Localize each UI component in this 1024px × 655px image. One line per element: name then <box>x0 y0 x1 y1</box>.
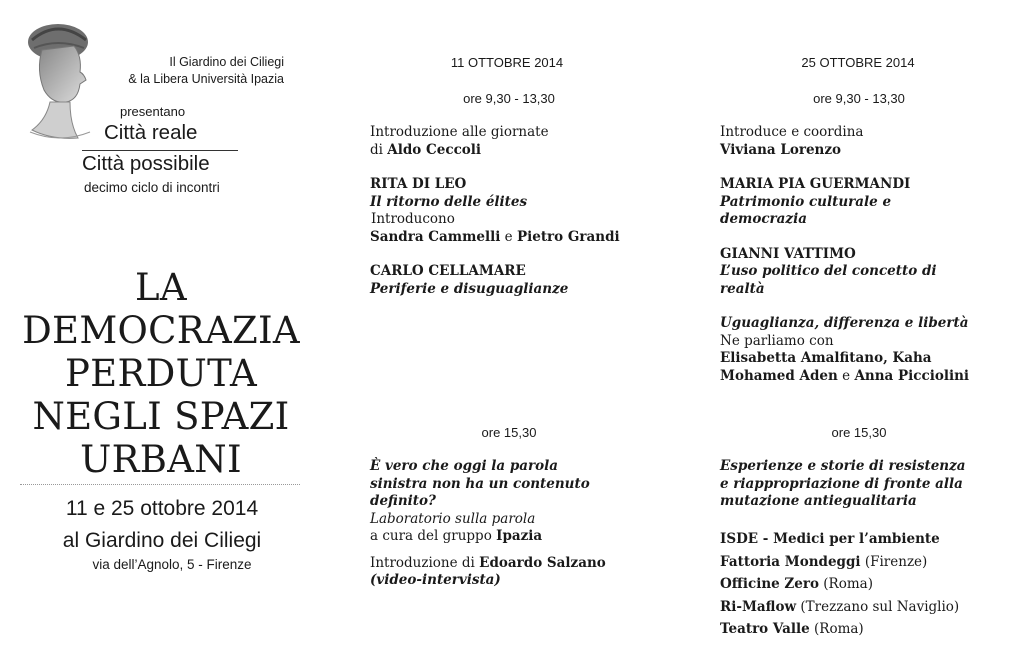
big-title-line-2: DEMOCRAZIA <box>22 309 300 352</box>
day1-morning-time: ore 9,30 - 13,30 <box>463 91 555 106</box>
day2-morning-time: ore 9,30 - 13,30 <box>813 91 905 106</box>
series-subtitle: decimo ciclo di incontri <box>84 180 220 195</box>
organizer-line-2: & la Libera Università Ipazia <box>128 72 284 86</box>
day1-lab-intro-prefix: Introduzione di <box>370 554 475 571</box>
day1-afternoon-question-3: definito? <box>370 493 436 509</box>
day2-panel-names-1: Elisabetta Amalfitano, Kaha <box>720 350 932 366</box>
day2-talk2-title-2: realtà <box>720 280 765 297</box>
day2-talk2-speaker: GIANNI VATTIMO <box>720 245 856 262</box>
day2-intro-label: Introduce e coordina <box>720 124 864 140</box>
day1-talk2-title: Periferie e disuguaglianze <box>370 280 569 297</box>
day1-talk1-speaker: RITA DI LEO <box>370 176 467 192</box>
group-item <box>720 596 1010 619</box>
day2-intro-name: Viviana Lorenzo <box>720 141 842 158</box>
day2-talk2-title-1: L’uso politico del concetto di <box>720 263 937 279</box>
group-place: (Firenze) <box>864 553 928 570</box>
big-title-line-1: LA <box>135 266 187 309</box>
title-divider <box>82 150 238 151</box>
day2-panel-names-2b: Anna Picciolini <box>854 367 970 384</box>
presentano-text: presentano <box>120 104 186 119</box>
group-name: Fattoria Mondeggi <box>720 553 861 570</box>
day2-date: 25 OTTOBRE 2014 <box>801 55 915 70</box>
group-place: (Trezzano sul Naviglio) <box>800 598 960 615</box>
day2-panel-label: Ne parliamo con <box>720 332 834 349</box>
day1-talk1-title: Il ritorno delle élites <box>370 193 528 210</box>
day1-talk1-intro-name2: Pietro Grandi <box>516 228 620 245</box>
day2-talk1-title-2: democrazia <box>720 211 807 227</box>
day1-lab-by-name: Ipazia <box>496 528 543 544</box>
group-item <box>720 528 1010 551</box>
day2-afternoon-title-3: mutazione antiegualitaria <box>720 493 917 509</box>
day1-afternoon-question-1: È vero che oggi la parola <box>370 458 559 474</box>
day1-lab-intro-name: Edoardo Salzano <box>479 554 606 571</box>
organizer-line-1: Il Giardino dei Ciliegi <box>169 55 284 69</box>
day2-panel-and: e <box>842 367 851 384</box>
day2-morning-program <box>720 124 1010 385</box>
day2-afternoon-program <box>720 458 1010 511</box>
day1-intro-prefix: di <box>370 141 383 158</box>
group-place: (Roma) <box>814 621 864 637</box>
group-name: Officine Zero <box>720 576 819 592</box>
event-venue: al Giardino dei Ciliegi <box>62 529 262 552</box>
group-item <box>720 618 1010 641</box>
day2-afternoon-time: ore 15,30 <box>831 425 887 440</box>
day1-intro-name: Aldo Ceccoli <box>387 141 482 158</box>
title-dotted-divider <box>20 484 300 485</box>
day1-lab-label: Laboratorio sulla parola <box>370 510 536 527</box>
group-item <box>720 551 1010 574</box>
day1-afternoon-program <box>370 458 670 590</box>
day1-lab-intro-note: (video-intervista) <box>370 572 501 588</box>
day2-afternoon-title-2: e riappropriazione di fronte alla <box>720 475 963 492</box>
big-title-line-3: PERDUTA <box>64 352 258 395</box>
group-name: ISDE - Medici per l’ambiente <box>720 531 940 547</box>
title-part-1: Città reale <box>104 121 198 144</box>
day2-panel-names-2a: Mohamed Aden <box>720 367 838 384</box>
day1-talk2-speaker: CARLO CELLAMARE <box>370 263 526 279</box>
day1-talk1-intro-label: Introducono <box>371 211 455 227</box>
title-part-2: Città possibile <box>82 152 210 175</box>
day1-talk1-intro-name1: Sandra Cammelli <box>370 228 501 245</box>
day1-morning-program <box>370 124 670 298</box>
day1-intro-label: Introduzione alle giornate <box>370 124 549 140</box>
big-title-line-4: NEGLI SPAZI <box>32 395 290 438</box>
big-title-line-5: URBANI <box>80 438 242 481</box>
day1-lab-by-prefix: a cura del gruppo <box>370 528 492 544</box>
group-name: Ri-Maflow <box>720 598 797 615</box>
event-address: via dell’Agnolo, 5 - Firenze <box>92 557 252 572</box>
group-item <box>720 573 1010 596</box>
day2-talk1-title-1: Patrimonio culturale e <box>720 193 892 210</box>
day1-afternoon-question-2: sinistra non ha un contenuto <box>370 475 590 492</box>
day2-talk1-speaker: MARIA PIA GUERMANDI <box>720 176 911 192</box>
day1-date: 11 OTTOBRE 2014 <box>450 55 564 70</box>
day2-groups-list <box>720 528 1010 641</box>
group-name: Teatro Valle <box>720 621 810 637</box>
day2-afternoon-title-1: Esperienze e storie di resistenza <box>720 458 966 474</box>
group-place: (Roma) <box>823 576 873 592</box>
day2-panel-title: Uguaglianza, differenza e libertà <box>720 315 969 331</box>
day1-talk1-intro-and: e <box>504 228 513 245</box>
event-dates: 11 e 25 ottobre 2014 <box>65 497 259 520</box>
day1-afternoon-time: ore 15,30 <box>481 425 537 440</box>
